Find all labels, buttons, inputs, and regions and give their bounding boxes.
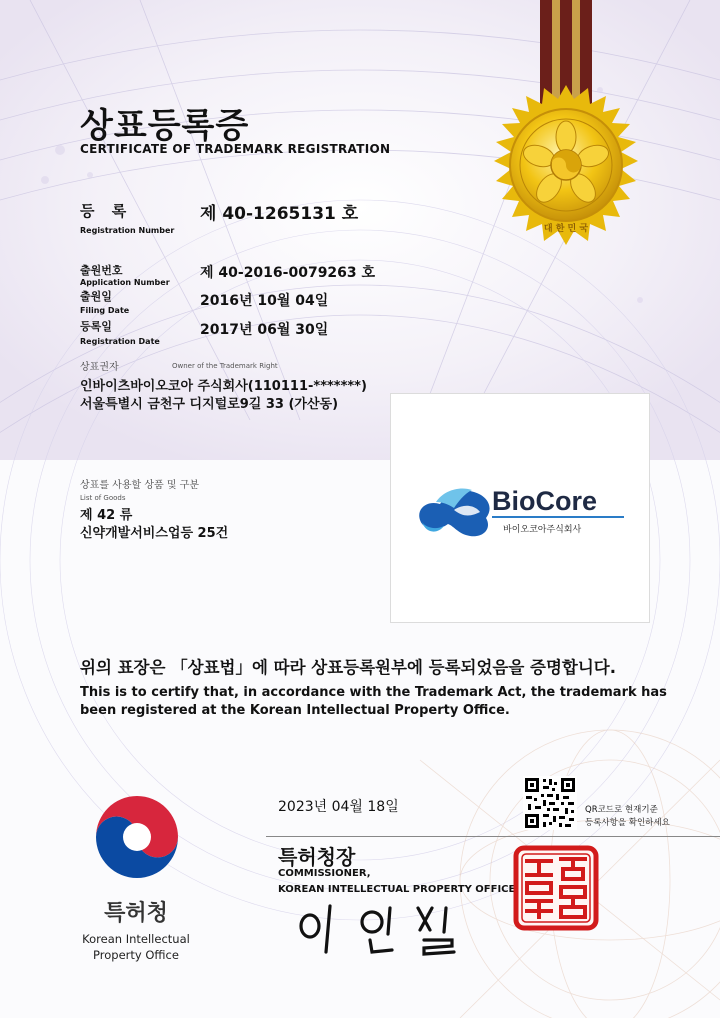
commissioner-title: 특허청장 xyxy=(278,845,356,869)
owner-label: 상표권자 xyxy=(80,362,119,373)
qr-note xyxy=(585,804,670,830)
certificate-title-en: CERTIFICATE OF TRADEMARK REGISTRATION xyxy=(80,142,391,156)
kipo-name: 특허청 xyxy=(104,901,168,926)
seal-medal xyxy=(494,85,638,245)
seal-text: 대 한 민 국 xyxy=(543,224,589,234)
qr-code-icon[interactable] xyxy=(523,776,577,830)
goods-items: 신약개발서비스업등 25건 xyxy=(80,526,229,541)
registration-date: 2017년 06월 30일 xyxy=(200,322,329,338)
owner-label-en: Owner of the Trademark Right xyxy=(172,362,278,370)
goods-label: 상표를 사용할 상품 및 구분 xyxy=(80,480,199,491)
goods-class: 제 42 류 xyxy=(80,508,133,523)
trademark-underline xyxy=(492,516,624,518)
application-label: 출원번호 xyxy=(80,264,123,277)
commissioner-signature xyxy=(292,900,472,960)
registration-label-en: Registration Number xyxy=(80,226,175,235)
signature-divider xyxy=(266,836,720,837)
kipo-logo-icon xyxy=(94,794,180,880)
commissioner-title-en-line-2: KOREAN INTELLECTUAL PROPERTY OFFICE xyxy=(278,884,516,895)
biocore-logo-icon xyxy=(414,482,496,542)
application-number: 제 40-2016-0079263 호 xyxy=(200,265,376,281)
commissioner-title-en-line-1: COMMISSIONER, xyxy=(278,868,371,879)
goods-label-en: List of Goods xyxy=(80,494,126,502)
qr-note-line-2: 등록사항을 확인하세요 xyxy=(585,818,670,828)
gold-seal xyxy=(470,0,660,250)
certification-statement-ko: 위의 표장은 「상표법」에 따라 상표등록원부에 등록되었음을 증명합니다. xyxy=(80,658,616,677)
owner-address: 서울특별시 금천구 디지털로9길 33 (가산동) xyxy=(80,397,339,412)
certification-statement-en: This is to certify that, in accordance with the Trademark Act, the trademark has been registered at the Korean Intellectual Property Office. xyxy=(80,685,667,718)
qr-note-line-1: QR코드로 현재기준 xyxy=(585,805,658,815)
application-label-en: Application Number xyxy=(80,278,170,287)
trademark-brand: BioCore xyxy=(492,486,598,516)
kipo-name-en-line-1: Korean Intellectual xyxy=(82,932,190,946)
commissioner-title-en xyxy=(278,866,515,898)
trademark-subtitle: 바이오코아주식회사 xyxy=(503,525,582,535)
certificate-title: 상표등록증 xyxy=(80,106,250,146)
filing-label: 출원일 xyxy=(80,290,112,303)
filing-label-en: Filing Date xyxy=(80,306,130,315)
reg-date-label: 등록일 xyxy=(80,320,112,333)
registration-label: 등 록 xyxy=(80,202,133,220)
kipo-name-en xyxy=(76,931,196,963)
owner-name: 인바이츠바이오코아 주식회사(110111-*******) xyxy=(80,379,367,394)
issue-date: 2023년 04월 18일 xyxy=(278,799,399,815)
official-stamp xyxy=(513,845,599,931)
reg-date-label-en: Registration Date xyxy=(80,337,160,346)
kipo-name-en-line-2: Property Office xyxy=(93,948,179,962)
filing-date: 2016년 10월 04일 xyxy=(200,293,329,309)
registration-number: 제 40-1265131 호 xyxy=(200,204,359,224)
